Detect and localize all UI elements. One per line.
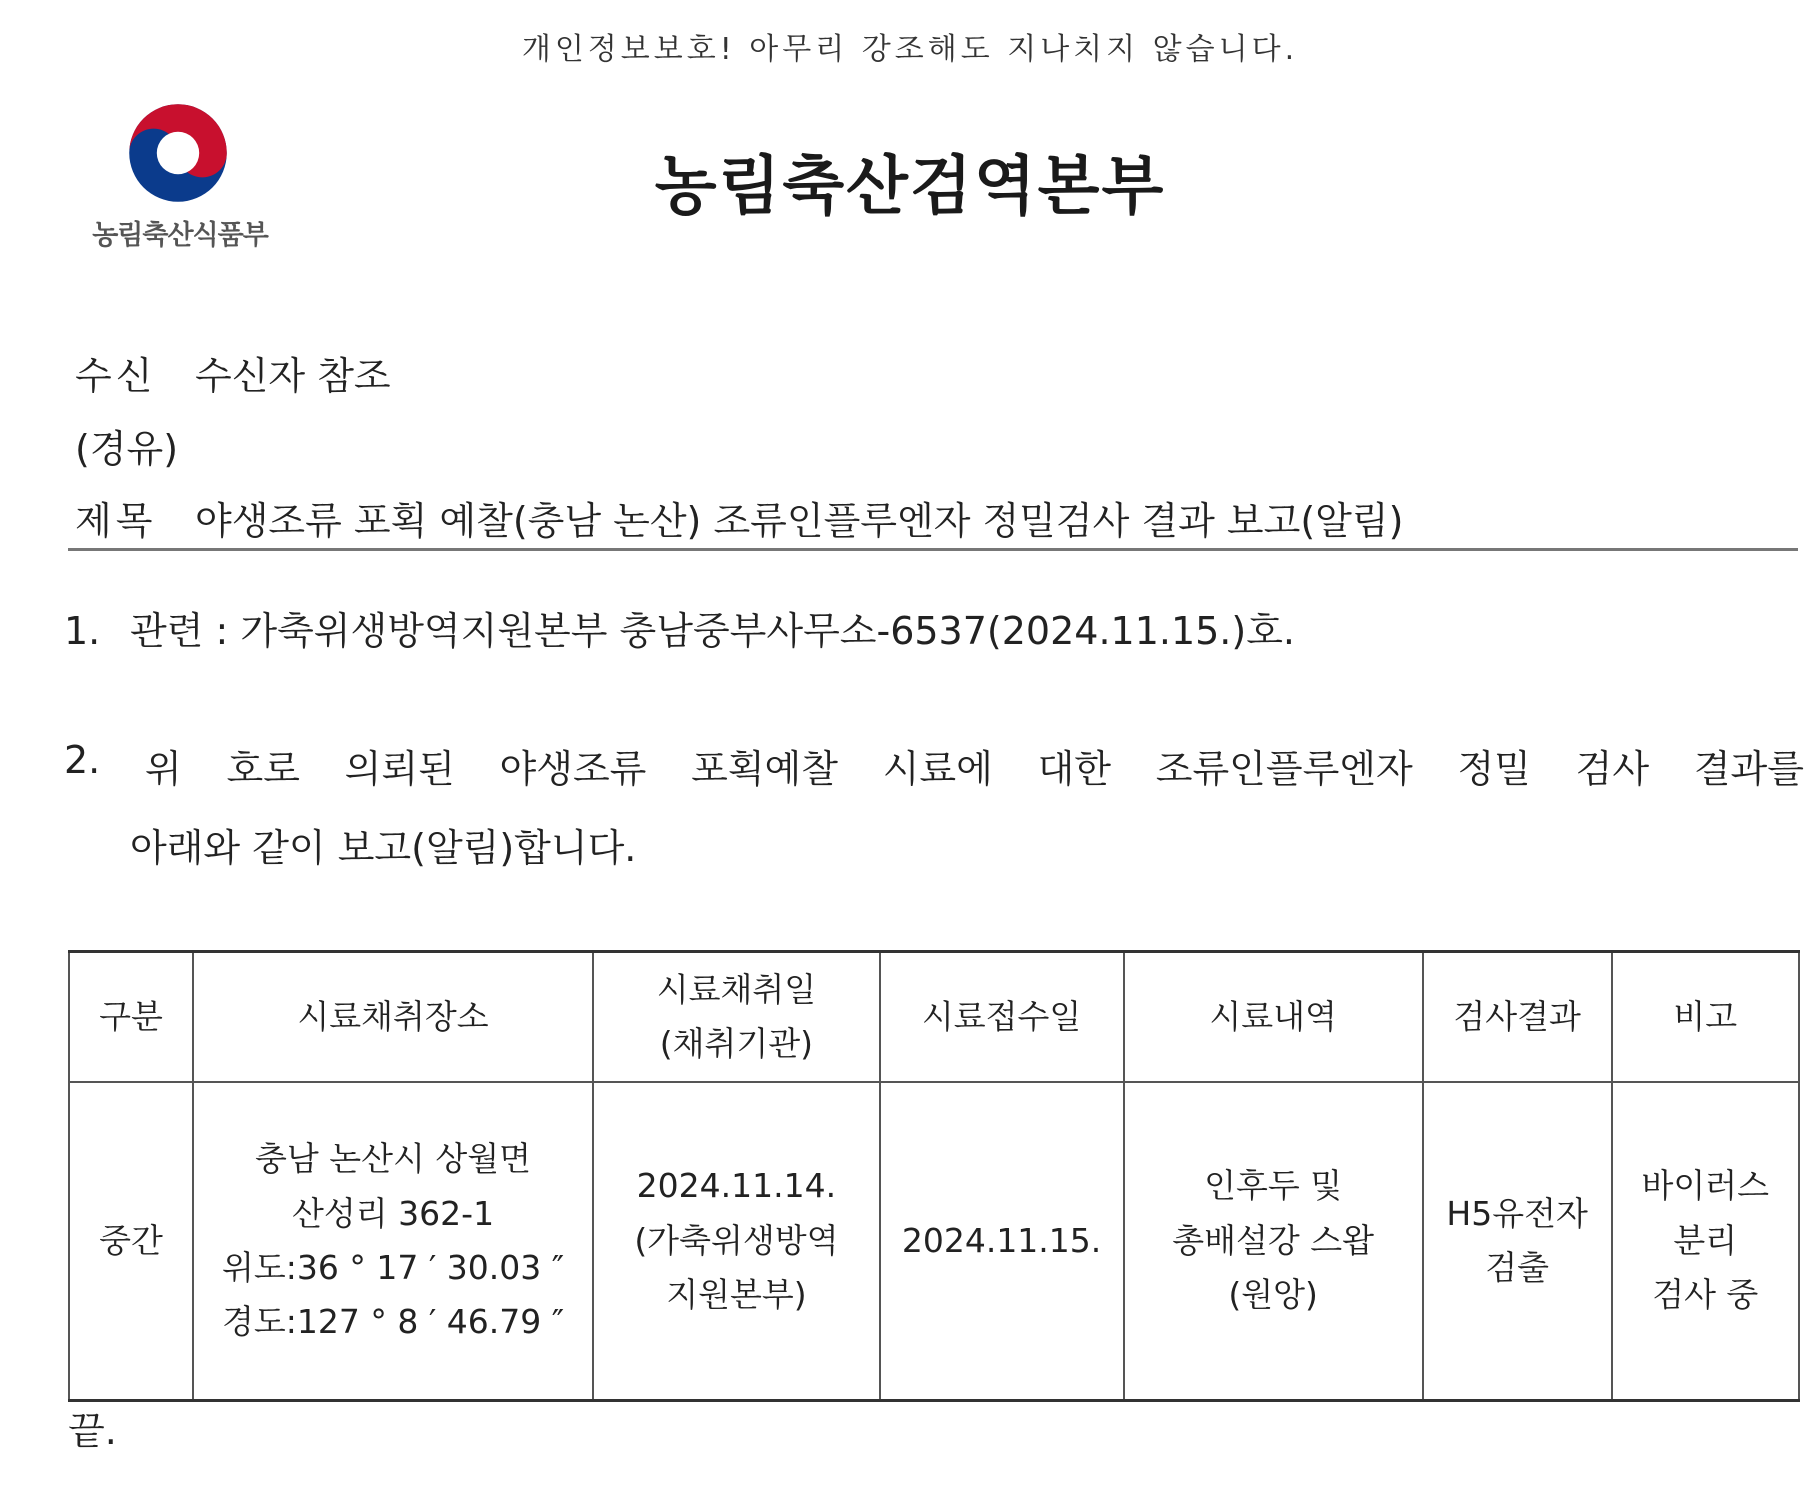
end-mark: 끝. [68, 1409, 117, 1453]
cell-line: 분리 [1673, 1220, 1738, 1260]
header-remarks: 비고 [1612, 952, 1800, 1083]
cell-line: 총배설강 스왑 [1172, 1220, 1375, 1260]
cell-line: 검출 [1485, 1248, 1550, 1287]
paragraph-number: 2. [64, 738, 101, 782]
cell-result [1423, 1082, 1612, 1401]
paragraph-word: 위 [145, 747, 182, 791]
cell-line: (가축위생방역 [634, 1220, 839, 1260]
header-location: 시료채취장소 [193, 952, 593, 1083]
paragraph-word: 조류인플루엔자 [1155, 747, 1413, 791]
cell-line: (원앙) [1228, 1275, 1318, 1315]
header-result: 검사결과 [1423, 952, 1612, 1083]
via-row [75, 418, 178, 473]
subject-value: 야생조류 포획 예찰(충남 논산) 조류인플루엔자 정밀검사 결과 보고(알림) [195, 499, 1404, 543]
cell-category: 중간 [69, 1082, 193, 1401]
paragraph-word: 호로 [226, 747, 300, 791]
paragraph-word: 의뢰된 [344, 747, 455, 791]
cell-line: 2024.11.14. [636, 1166, 837, 1206]
header-collection-date [593, 952, 879, 1083]
recipient-row [75, 345, 391, 400]
header-line: (채취기관) [659, 1024, 814, 1063]
cell-line: 검사 중 [1652, 1275, 1759, 1315]
cell-line: 산성리 362-1 [292, 1193, 495, 1233]
cell-collection-date [593, 1082, 879, 1401]
header-divider [68, 548, 1798, 551]
cell-line: 충남 논산시 상월면 [255, 1139, 532, 1179]
cell-location [193, 1082, 593, 1401]
paragraph-2 [64, 738, 1804, 872]
cell-line: 위도:36 ° 17 ′ 30.03 ″ [222, 1248, 565, 1287]
paragraph-1 [64, 600, 1295, 655]
paragraph-text: 관련 : 가축위생방역지원본부 충남중부사무소-6537(2024.11.15.)호. [130, 609, 1296, 653]
result-table [68, 950, 1800, 1402]
recipient-value: 수신자 참조 [195, 354, 391, 398]
paragraph-word: 포획예찰 [691, 747, 838, 791]
via-label: (경유) [75, 427, 179, 471]
header-category: 구분 [69, 952, 193, 1083]
paragraph-word: 검사 [1575, 747, 1650, 791]
cell-details [1124, 1082, 1423, 1401]
logo-text: 농림축산식품부 [92, 220, 268, 251]
org-title: 농림축산검역본부 [654, 150, 1166, 224]
header-details: 시료내역 [1124, 952, 1423, 1083]
paragraph-number: 1. [64, 609, 101, 653]
cell-remarks [1612, 1082, 1800, 1401]
paragraph-word: 시료에 [882, 747, 993, 791]
header-received-date: 시료접수일 [880, 952, 1124, 1083]
paragraph-word: 정밀 [1457, 747, 1531, 791]
paragraph-line [64, 738, 1804, 793]
cell-line: 지원본부) [666, 1275, 807, 1315]
recipient-label: 수신 [75, 354, 157, 398]
table-row [69, 1082, 1799, 1401]
table-header-row [69, 952, 1799, 1083]
paragraph-word: 결과를 [1693, 747, 1804, 791]
paragraph-line: 아래와 같이 보고(알림)합니다. [130, 826, 637, 870]
paragraph-word: 야생조류 [499, 747, 647, 791]
paragraph-word: 대한 [1037, 747, 1112, 791]
cell-line: 인후두 및 [1204, 1166, 1343, 1206]
privacy-notice: 개인정보보호! 아무리 강조해도 지나치지 않습니다. [521, 32, 1299, 67]
header-line: 시료채취일 [656, 969, 817, 1009]
cell-line: 바이러스 [1641, 1166, 1769, 1206]
subject-label: 제목 [75, 499, 157, 543]
cell-line: 경도:127 ° 8 ′ 46.79 ″ [222, 1302, 565, 1342]
cell-line: H5유전자 [1446, 1193, 1588, 1233]
cell-received-date: 2024.11.15. [880, 1082, 1124, 1401]
subject-row [75, 490, 1403, 545]
